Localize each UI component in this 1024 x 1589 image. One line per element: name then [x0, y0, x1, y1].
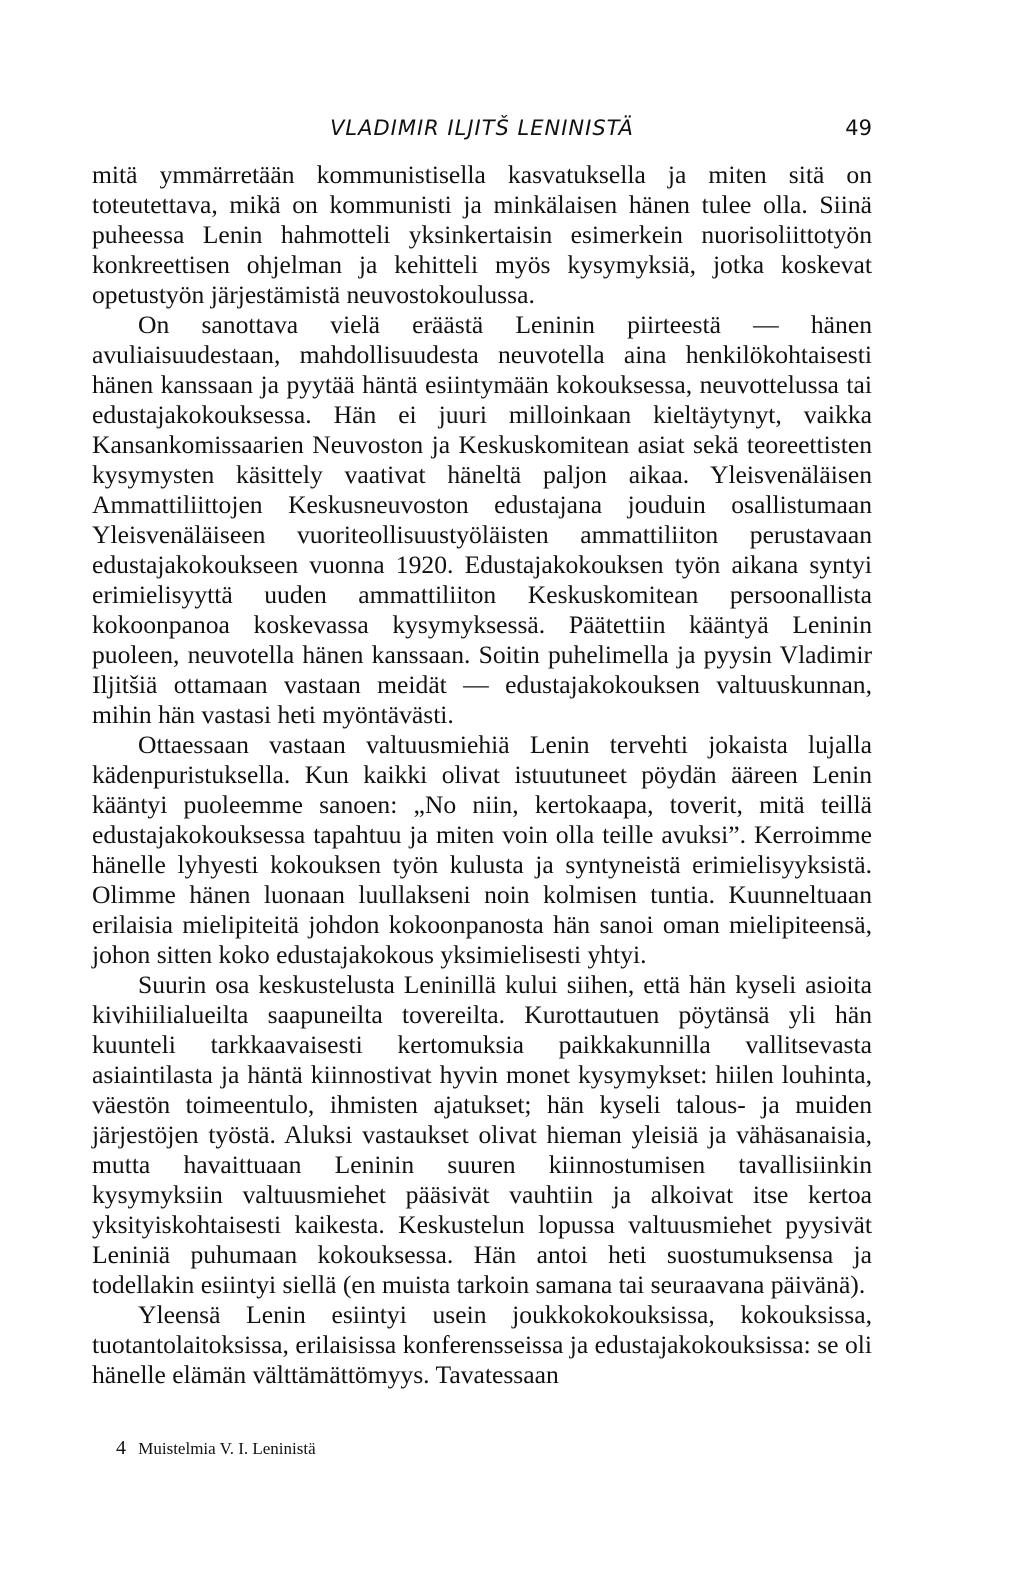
- signature-text: Muistelmia V. I. Leninistä: [138, 1439, 316, 1458]
- running-title: VLADIMIR ILJITŠ LENINISTÄ: [330, 116, 634, 140]
- page-number: 49: [845, 116, 872, 140]
- paragraph-4: Suurin osa keskustelusta Leninillä kului siihen, että hän kyseli asioita kivihiilialueilta saapuneilta tovereilta. Kurottautuen pöytänsä yli hän kuunteli tarkkaavaisesti kertomuksia paikkakunnilla vallitsevasta asiaintilasta ja häntä kiinnostivat hyvin monet kysymykset: hiilen louhinta, väestön toimeentulo, ihmisten ajatukset; hän kyseli talous- ja muiden järjestöjen työstä. Aluksi vastaukset olivat hieman yleisiä ja vähäsanaisia, mutta havaittuaan Leninin suuren kiinnostumisen tavallisiinkin kysymyksiin valtuusmiehet pääsivät vauhtiin ja alkoivat itse kertoa yksityiskohtaisesti kaikesta. Keskustelun lopussa valtuusmiehet pyysivät Leniniä puhumaan kokouksessa. Hän antoi heti suostumuksensa ja todellakin esiintyi siellä (en muista tarkoin samana tai seuraavana päivänä).: [92, 970, 872, 1299]
- paragraph-3: Ottaessaan vastaan valtuusmiehiä Lenin tervehti jokaista lujalla kädenpuristuksella. Kun kaikki olivat istuutuneet pöydän ääreen Lenin kääntyi puoleemme sanoen: „No niin, kertokaapa, toverit, mitä teillä edustajakokouksessa tapahtuu ja miten voin olla teille avuksi”. Kerroimme hänelle lyhyesti kokouksen työn kulusta ja syntyneistä erimielisyyksistä. Olimme hänen luonaan luullakseni noin kolmisen tuntia. Kuunneltuaan erilaisia mielipiteitä johdon kokoonpanosta hän sanoi oman mielipiteensä, johon sitten koko edustajakokous yksimielisesti yhtyi.: [92, 730, 872, 969]
- paragraph-1: mitä ymmärretään kommunistisella kasvatuksella ja miten sitä on toteutettava, mikä on kommunisti ja minkälaisen hänen tulee olla. Siinä puheessa Lenin hahmotteli yksinkertaisin esimerkein nuorisoliittotyön konkreettisen ohjelman ja kehitteli myös kysymyksiä, jotka koskevat opetustyön järjestämistä neuvostokoulussa.: [92, 160, 872, 309]
- signature-number: 4: [116, 1437, 126, 1459]
- paragraph-5: Yleensä Lenin esiintyi usein joukkokokouksissa, kokouksissa, tuotantolaitoksissa, erilaisissa konferensseissa ja edustajakokouksissa: se oli hänelle elämän välttämättömyys. Tavatessaan: [92, 1300, 872, 1389]
- running-head: [92, 108, 872, 148]
- body-text: [92, 160, 872, 1390]
- paragraph-2: On sanottava vielä eräästä Leninin piirteestä — hänen avuliaisuudestaan, mahdollisuudesta neuvotella aina henkilökohtaisesti hänen kanssaan ja pyytää häntä esiintymään kokouksessa, neuvottelussa tai edustajakokouksessa. Hän ei juuri milloinkaan kieltäytynyt, vaikka Kansankomissaarien Neuvoston ja Keskuskomitean asiat sekä teoreettisten kysymysten käsittely vaativat häneltä paljon aikaa. Yleisvenäläisen Ammattiliittojen Keskusneuvoston edustajana jouduin osallistumaan Yleisvenäläiseen vuoriteollisuustyöläisten ammattiliiton perustavaan edustajakokoukseen vuonna 1920. Edustajakokouksen työn aikana syntyi erimielisyyttä uuden ammattiliiton Keskuskomitean persoonallista kokoonpanoa koskevassa kysymyksessä. Päätettiin kääntyä Leninin puoleen, neuvotella hänen kanssaan. Soitin puhelimella ja pyysin Vladimir Iljitšiä ottamaan vastaan meidät — edustajakokouksen valtuuskunnan, mihin hän vastasi heti myöntävästi.: [92, 310, 872, 729]
- signature-footer: [116, 1436, 316, 1461]
